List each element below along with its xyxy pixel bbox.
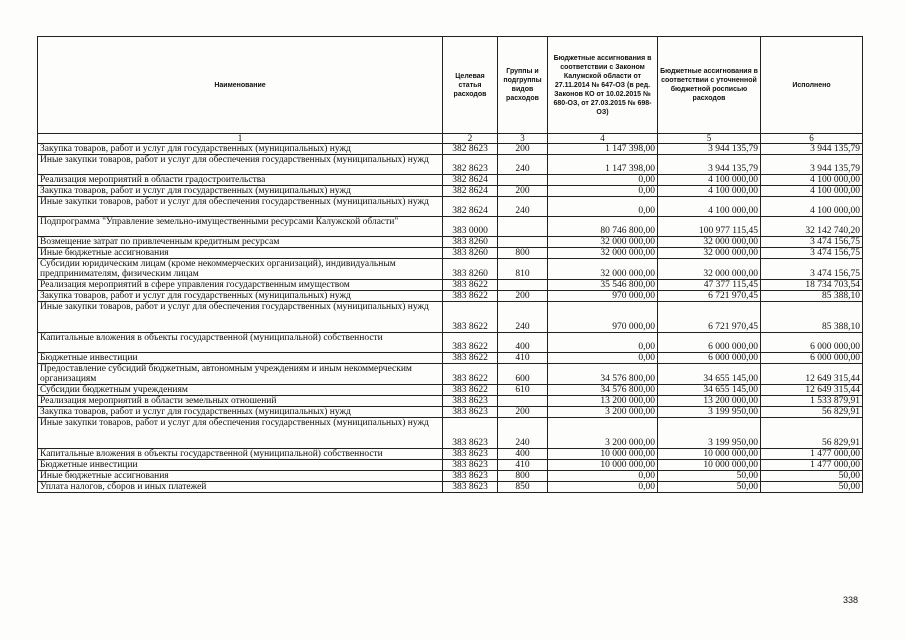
cell-law: 10 000 000,00 — [548, 449, 658, 460]
header-row — [38, 37, 863, 134]
table-row — [38, 248, 863, 259]
cell-name: Капитальные вложения в объекты государственной (муниципальной) собственности — [38, 333, 443, 353]
cell-article: 382 8623 — [443, 144, 498, 155]
cell-group: 410 — [498, 353, 548, 364]
table-body — [38, 144, 863, 493]
cell-executed: 3 474 156,75 — [761, 248, 863, 259]
cell-article: 383 8623 — [443, 396, 498, 407]
cell-name: Закупка товаров, работ и услуг для государственных (муниципальных) нужд — [38, 144, 443, 155]
cell-article: 383 8622 — [443, 333, 498, 353]
cell-roster: 3 199 950,00 — [658, 407, 761, 418]
cell-group: 240 — [498, 197, 548, 217]
column-number-row — [38, 134, 863, 144]
cell-roster: 4 100 000,00 — [658, 186, 761, 197]
cell-article: 383 8623 — [443, 471, 498, 482]
cell-executed: 3 944 135,79 — [761, 144, 863, 155]
column-number: 3 — [498, 134, 548, 144]
budget-table — [37, 36, 863, 493]
header-name: Наименование — [38, 37, 443, 134]
cell-law: 32 000 000,00 — [548, 237, 658, 248]
cell-name: Иные бюджетные ассигнования — [38, 471, 443, 482]
cell-executed: 4 100 000,00 — [761, 186, 863, 197]
cell-article: 383 8622 — [443, 302, 498, 333]
cell-name: Бюджетные инвестиции — [38, 460, 443, 471]
column-number: 4 — [548, 134, 658, 144]
header-article: Целевая статья расходов — [443, 37, 498, 134]
table-row — [38, 396, 863, 407]
table-row — [38, 333, 863, 353]
cell-executed: 1 477 000,00 — [761, 449, 863, 460]
cell-roster: 6 000 000,00 — [658, 353, 761, 364]
cell-article: 383 8260 — [443, 259, 498, 280]
cell-group: 600 — [498, 364, 548, 385]
column-number: 1 — [38, 134, 443, 144]
table-row — [38, 418, 863, 449]
cell-article: 383 0000 — [443, 217, 498, 237]
cell-law: 0,00 — [548, 471, 658, 482]
cell-article: 383 8623 — [443, 418, 498, 449]
cell-group — [498, 217, 548, 237]
cell-executed: 56 829,91 — [761, 418, 863, 449]
cell-group: 400 — [498, 449, 548, 460]
cell-group: 200 — [498, 144, 548, 155]
cell-law: 0,00 — [548, 333, 658, 353]
cell-law: 0,00 — [548, 175, 658, 186]
cell-article: 383 8622 — [443, 385, 498, 396]
cell-law: 3 200 000,00 — [548, 407, 658, 418]
cell-law: 10 000 000,00 — [548, 460, 658, 471]
cell-group: 400 — [498, 333, 548, 353]
cell-law: 3 200 000,00 — [548, 418, 658, 449]
cell-law: 34 576 800,00 — [548, 364, 658, 385]
cell-roster: 3 199 950,00 — [658, 418, 761, 449]
cell-law: 1 147 398,00 — [548, 155, 658, 175]
header-roster-allocations: Бюджетные ассигнования в соответствии с уточненной бюджетной росписью расходов — [658, 37, 761, 134]
cell-law: 1 147 398,00 — [548, 144, 658, 155]
cell-name: Реализация мероприятий в области земельных отношений — [38, 396, 443, 407]
cell-group: 810 — [498, 259, 548, 280]
cell-article: 383 8623 — [443, 482, 498, 493]
cell-group: 200 — [498, 186, 548, 197]
cell-executed: 6 000 000,00 — [761, 333, 863, 353]
cell-name: Подпрограмма "Управление земельно-имущественными ресурсами Калужской области" — [38, 217, 443, 237]
cell-group: 610 — [498, 385, 548, 396]
cell-name: Субсидии бюджетным учреждениям — [38, 385, 443, 396]
cell-name: Субсидии юридическим лицам (кроме некоммерческих организаций), индивидуальным предпринимателям, физическим лицам — [38, 259, 443, 280]
cell-roster: 100 977 115,45 — [658, 217, 761, 237]
cell-roster: 3 944 135,79 — [658, 155, 761, 175]
cell-executed: 85 388,10 — [761, 302, 863, 333]
cell-group — [498, 280, 548, 291]
cell-group: 240 — [498, 155, 548, 175]
cell-name: Иные закупки товаров, работ и услуг для обеспечения государственных (муниципальных) нужд — [38, 197, 443, 217]
cell-executed: 3 474 156,75 — [761, 259, 863, 280]
table-row — [38, 449, 863, 460]
cell-law: 0,00 — [548, 353, 658, 364]
table-row — [38, 280, 863, 291]
cell-name: Иные закупки товаров, работ и услуг для обеспечения государственных (муниципальных) нужд — [38, 418, 443, 449]
page-number: 338 — [843, 595, 859, 605]
cell-law: 35 546 800,00 — [548, 280, 658, 291]
table-row — [38, 175, 863, 186]
cell-article: 382 8624 — [443, 175, 498, 186]
table-row — [38, 471, 863, 482]
cell-article: 383 8622 — [443, 280, 498, 291]
cell-group: 200 — [498, 291, 548, 302]
table-row — [38, 407, 863, 418]
table-row — [38, 237, 863, 248]
table-row — [38, 460, 863, 471]
cell-roster: 50,00 — [658, 482, 761, 493]
header-law-allocations: Бюджетные ассигнования в соответствии с Законом Калужской области от 27.11.2014 № 647-ОЗ (в ред. Законов КО от 10.02.2015 № 680-ОЗ, от 27.03.2015 № 698-ОЗ) — [548, 37, 658, 134]
cell-group: 410 — [498, 460, 548, 471]
cell-law: 970 000,00 — [548, 291, 658, 302]
cell-executed: 4 100 000,00 — [761, 175, 863, 186]
table-row — [38, 144, 863, 155]
table-row — [38, 482, 863, 493]
cell-executed: 6 000 000,00 — [761, 353, 863, 364]
cell-article: 383 8622 — [443, 291, 498, 302]
cell-executed: 1 477 000,00 — [761, 460, 863, 471]
cell-name: Закупка товаров, работ и услуг для государственных (муниципальных) нужд — [38, 291, 443, 302]
cell-executed: 50,00 — [761, 482, 863, 493]
cell-group: 850 — [498, 482, 548, 493]
table-row — [38, 217, 863, 237]
cell-executed: 3 944 135,79 — [761, 155, 863, 175]
cell-executed: 56 829,91 — [761, 407, 863, 418]
table-row — [38, 155, 863, 175]
cell-executed: 3 474 156,75 — [761, 237, 863, 248]
cell-roster: 34 655 145,00 — [658, 385, 761, 396]
cell-roster: 32 000 000,00 — [658, 259, 761, 280]
cell-group: 800 — [498, 248, 548, 259]
cell-law: 0,00 — [548, 197, 658, 217]
cell-article: 383 8623 — [443, 460, 498, 471]
cell-roster: 10 000 000,00 — [658, 449, 761, 460]
cell-executed: 18 734 703,54 — [761, 280, 863, 291]
cell-law: 0,00 — [548, 186, 658, 197]
cell-roster: 10 000 000,00 — [658, 460, 761, 471]
cell-roster: 3 944 135,79 — [658, 144, 761, 155]
cell-name: Бюджетные инвестиции — [38, 353, 443, 364]
table-row — [38, 385, 863, 396]
cell-name: Закупка товаров, работ и услуг для государственных (муниципальных) нужд — [38, 186, 443, 197]
column-number: 6 — [761, 134, 863, 144]
cell-name: Предоставление субсидий бюджетным, автономным учреждениям и иным некоммерческим организациям — [38, 364, 443, 385]
cell-law: 32 000 000,00 — [548, 259, 658, 280]
cell-roster: 6 721 970,45 — [658, 291, 761, 302]
cell-name: Уплата налогов, сборов и иных платежей — [38, 482, 443, 493]
cell-group — [498, 175, 548, 186]
cell-law: 970 000,00 — [548, 302, 658, 333]
cell-roster: 6 721 970,45 — [658, 302, 761, 333]
column-number: 5 — [658, 134, 761, 144]
cell-name: Капитальные вложения в объекты государственной (муниципальной) собственности — [38, 449, 443, 460]
cell-name: Реализация мероприятий в области градостроительства — [38, 175, 443, 186]
cell-executed: 32 142 740,20 — [761, 217, 863, 237]
table-row — [38, 291, 863, 302]
cell-roster: 6 000 000,00 — [658, 333, 761, 353]
cell-article: 383 8622 — [443, 353, 498, 364]
cell-article: 382 8624 — [443, 197, 498, 217]
cell-roster: 13 200 000,00 — [658, 396, 761, 407]
cell-executed: 12 649 315,44 — [761, 364, 863, 385]
cell-executed: 12 649 315,44 — [761, 385, 863, 396]
cell-roster: 4 100 000,00 — [658, 175, 761, 186]
cell-group: 240 — [498, 302, 548, 333]
cell-executed: 85 388,10 — [761, 291, 863, 302]
cell-name: Иные закупки товаров, работ и услуг для обеспечения государственных (муниципальных) нужд — [38, 302, 443, 333]
cell-article: 382 8624 — [443, 186, 498, 197]
cell-article: 382 8623 — [443, 155, 498, 175]
cell-name: Реализация мероприятий в сфере управления государственным имуществом — [38, 280, 443, 291]
table-row — [38, 197, 863, 217]
cell-law: 32 000 000,00 — [548, 248, 658, 259]
cell-name: Иные закупки товаров, работ и услуг для обеспечения государственных (муниципальных) нужд — [38, 155, 443, 175]
table-row — [38, 353, 863, 364]
table-row — [38, 302, 863, 333]
cell-roster: 50,00 — [658, 471, 761, 482]
cell-name: Иные бюджетные ассигнования — [38, 248, 443, 259]
cell-article: 383 8623 — [443, 407, 498, 418]
cell-law: 80 746 800,00 — [548, 217, 658, 237]
header-group: Группы и подгруппы видов расходов — [498, 37, 548, 134]
table-row — [38, 364, 863, 385]
cell-law: 0,00 — [548, 482, 658, 493]
cell-executed: 4 100 000,00 — [761, 197, 863, 217]
cell-roster: 34 655 145,00 — [658, 364, 761, 385]
cell-group: 200 — [498, 407, 548, 418]
cell-group: 800 — [498, 471, 548, 482]
cell-roster: 32 000 000,00 — [658, 248, 761, 259]
header-executed: Исполнено — [761, 37, 863, 134]
cell-executed: 1 533 879,91 — [761, 396, 863, 407]
cell-group — [498, 237, 548, 248]
cell-roster: 32 000 000,00 — [658, 237, 761, 248]
cell-name: Возмещение затрат по привлеченным кредитным ресурсам — [38, 237, 443, 248]
cell-article: 383 8623 — [443, 449, 498, 460]
cell-article: 383 8622 — [443, 364, 498, 385]
cell-article: 383 8260 — [443, 237, 498, 248]
cell-roster: 4 100 000,00 — [658, 197, 761, 217]
cell-executed: 50,00 — [761, 471, 863, 482]
cell-roster: 47 377 115,45 — [658, 280, 761, 291]
cell-article: 383 8260 — [443, 248, 498, 259]
table-row — [38, 186, 863, 197]
cell-law: 34 576 800,00 — [548, 385, 658, 396]
table-row — [38, 259, 863, 280]
cell-law: 13 200 000,00 — [548, 396, 658, 407]
cell-group: 240 — [498, 418, 548, 449]
cell-group — [498, 396, 548, 407]
cell-name: Закупка товаров, работ и услуг для государственных (муниципальных) нужд — [38, 407, 443, 418]
column-number: 2 — [443, 134, 498, 144]
